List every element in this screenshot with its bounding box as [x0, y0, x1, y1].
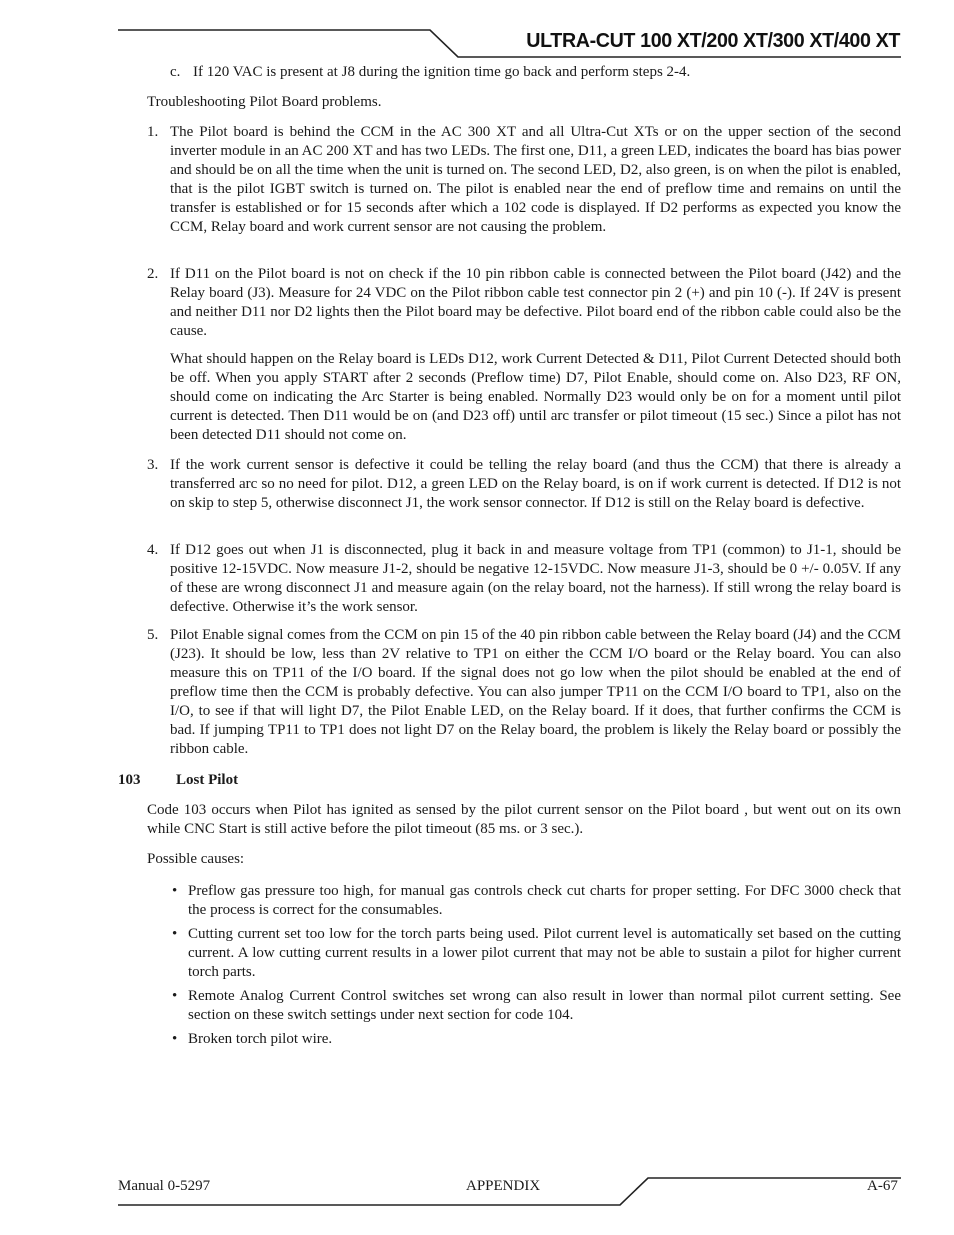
footer-section: APPENDIX: [466, 1178, 541, 1194]
list-item: If D11 on the Pilot board is not on check if the 10 pin ribbon cable is connected between the Pilot board (J42) and the Relay board (J3). Measure for 24 VDC on the Pilot ribbon cable test connector pin 2 (+) and pin 10 (-). If 24V is present and neither D11 nor D2 lights then the Pilot board may be defective. Pilot board end of the ribbon cable could also be the cause.: [170, 266, 901, 339]
list-item: If D12 goes out when J1 is disconnected, plug it back in and measure voltage from TP1 (common) to J1-1, should be positive 12-15VDC. Now measure J1-2, should be negative 12-15VDC. Now measure J1-3, should be 0 +/- 0.05V. If any of these are wrong disconnect J1 and measure again (on the relay board, not the harness). If still wrong the relay board is defective. Otherwise it’s the work sensor.: [170, 542, 901, 615]
section-description: Code 103 occurs when Pilot has ignited as sensed by the pilot current sensor on the Pilot board , but went out on its own while CNC Start is still active before the pilot timeout (85 ms. or 3 sec.).: [147, 802, 901, 837]
item-number: 4.: [147, 542, 159, 558]
footer-manual-number: Manual 0-5297: [118, 1178, 211, 1194]
step-c-marker: c.: [170, 64, 181, 80]
manual-title: ULTRA-CUT 100 XT/200 XT/300 XT/400 XT: [526, 29, 900, 52]
intro-text: Troubleshooting Pilot Board problems.: [147, 94, 382, 110]
item-number: 1.: [147, 124, 159, 140]
list-item: The Pilot board is behind the CCM in the AC 300 XT and all Ultra-Cut XTs or on the upper section of the second inverter module in an AC 200 XT and has two LEDs. The first one, D11, a green LED, indicates the board has bias power and should be on all the time when the unit is turned on. The second LED, D2, also green, is on when the pilot is enabled, that is the pilot IGBT switch is turned on. The pilot is enabled near the end of preflow time and remains on until the transfer is established or for 15 seconds after which a 102 code is displayed. If D2 performs as expected you know the CCM, Relay board and work current sensor are not causing the problem.: [170, 124, 901, 235]
item-number: 2.: [147, 266, 159, 282]
bullet: •: [172, 926, 178, 942]
cause-item: Cutting current set too low for the torch parts being used. Pilot current level is automatically set based on the cutting current. A low cutting current results in a lower pilot current that may not be able to sustain a pilot for higher current torch parts.: [188, 926, 901, 980]
section-code: 103: [118, 772, 141, 788]
section-title: Lost Pilot: [176, 772, 239, 788]
item-number: 5.: [147, 627, 159, 643]
cause-item: Broken torch pilot wire.: [188, 1031, 333, 1047]
bullet: •: [172, 1031, 178, 1047]
item-number: 3.: [147, 457, 159, 473]
footer-rule: [0, 1165, 954, 1215]
list-item-continuation: What should happen on the Relay board is LEDs D12, work Current Detected & D11, Pilot Current Detected should both be off. When you apply START after 2 seconds (Preflow time) D7, Pilot Enable, should come on. Also D23, RF ON, should come on indicating the Arc Starter is being enabled. Normally D23 would only be on for a moment until pilot current is detected. Then D11 would be on (and D23 off) until arc transfer or pilot timeout (15 sec.) Since a pilot has not been detected D11 should not come on.: [170, 351, 901, 443]
cause-item: Preflow gas pressure too high, for manual gas controls check cut charts for proper setting. For DFC 3000 check that the process is correct for the consumables.: [188, 883, 901, 918]
causes-label: Possible causes:: [147, 851, 245, 867]
footer-page-number: A-67: [867, 1178, 898, 1194]
cause-item: Remote Analog Current Control switches set wrong can also result in lower than normal pilot current setting. See section on these switch settings under next section for code 104.: [188, 988, 901, 1023]
list-item: Pilot Enable signal comes from the CCM on pin 15 of the 40 pin ribbon cable between the Relay board (J4) and the CCM (J23). It should be low, less than 2V relative to TP1 on either the CCM I/O board or the Relay board. You can also measure this on TP11 of the I/O board. If the signal does not go low when the pilot should be enabled at the end of preflow time then the CCM is probably defective. You can also jumper TP11 on the CCM I/O board to TP1, also on the I/O, to see if that will light D7, the Pilot Enable LED, on the Relay board. If it does, that further confirms the CCM is bad. If jumping TP11 to TP1 does not light D7 on the Relay board, the problem is likely the Relay board or possibly the ribbon cable.: [170, 627, 901, 757]
list-item: If the work current sensor is defective it could be telling the relay board (and thus the CCM) that there is already a transferred arc so no need for pilot. D12, a green LED on the Relay board, is on if work current is detected. If D12 is not on skip to step 5, otherwise disconnect J1, the work sensor connector. If D12 is still on the Relay board is defective.: [170, 457, 901, 511]
bullet: •: [172, 988, 178, 1004]
step-c-text: If 120 VAC is present at J8 during the ignition time go back and perform steps 2-4.: [193, 64, 691, 80]
bullet: •: [172, 883, 178, 899]
